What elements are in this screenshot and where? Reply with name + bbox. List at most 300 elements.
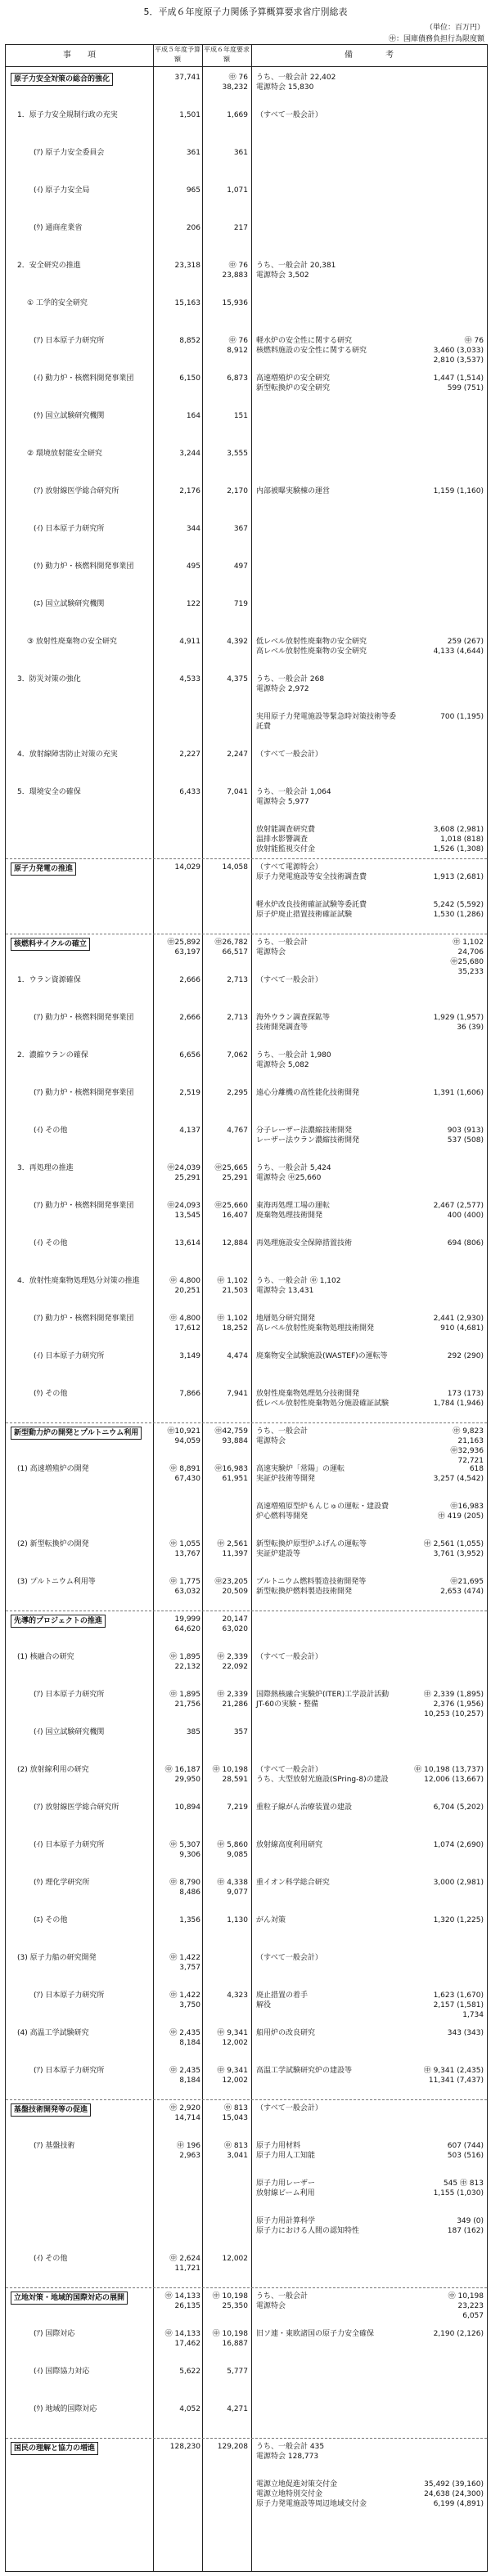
row-label: (ｱ) 原子力安全委員会 xyxy=(34,149,105,157)
row-remarks: 1,929 (1,957) 36 (39) xyxy=(433,1014,484,1032)
row-notes: 電源立地促進対策交付金 電源立地特別交付金 原子力発電施設等周辺地域交付金 xyxy=(256,2480,367,2508)
fy5-value: ㊥ 8,891 67,430 xyxy=(169,1465,200,1483)
unit-note: （単位：百万円） xyxy=(425,24,484,32)
row-notes: 国際熱核融合実験炉(ITER)工学設計活動 JT-60の実験・整備 xyxy=(256,1691,390,1709)
row-remarks: ㊥ 9,341 (2,435) 11,341 (7,437) xyxy=(423,2067,484,2085)
row-remarks xyxy=(407,750,484,777)
fy6-value: ㊥23,205 20,509 xyxy=(214,1578,248,1596)
row-label: 3．防災対策の強化 xyxy=(17,675,81,683)
table-row xyxy=(6,1538,487,1567)
row-remarks: 903 (913) 537 (508) xyxy=(447,1127,484,1145)
row-label: (ｳ) 地域的国際対応 xyxy=(34,2405,97,2413)
row-notes: うち、一般会計 20,381 電源特会 3,502 xyxy=(256,262,336,280)
row-remarks: 607 (744) 503 (516) xyxy=(447,2142,484,2160)
row-remarks: 343 (343) xyxy=(447,2029,484,2037)
row-notes: （すべて一般会計） うち、大型放射光施設(SPring-8)の建設 xyxy=(256,1766,389,1784)
fy5-value: ㊥ 1,055 13,767 xyxy=(169,1540,200,1558)
table-row xyxy=(6,2215,487,2244)
row-label: (ｲ) その他 xyxy=(34,1127,68,1135)
row-remarks xyxy=(407,110,484,138)
table-row xyxy=(6,1086,487,1116)
row-notes: 内部被曝実験棟の運営 xyxy=(256,487,331,495)
row-notes: 船用炉の改良研究 xyxy=(256,2029,316,2037)
fy6-value: 7,062 xyxy=(227,1051,248,1060)
row-notes xyxy=(256,2367,402,2395)
row-label: (2) 新型転換炉の開発 xyxy=(17,1540,89,1548)
table-row xyxy=(6,222,487,251)
table-row xyxy=(6,560,487,589)
table-row xyxy=(6,1651,487,1680)
row-notes: うち、一般会計 ㊥ 1,102 電源特会 13,431 xyxy=(256,1277,341,1295)
row-remarks: ㊥ 2,339 (1,895) 2,376 (1,956) 10,253 (10,257) xyxy=(423,1691,484,1718)
fy5-value: ㊥ 14,133 26,135 xyxy=(164,2292,200,2310)
table-row xyxy=(6,334,487,364)
fy6-value: 4,392 xyxy=(227,638,248,646)
section-row xyxy=(6,2102,487,2131)
row-label: 立地対策・地域的国際対応の展開 xyxy=(11,2292,128,2305)
fy5-value: 19,999 64,620 xyxy=(174,1615,200,1633)
fy6-value: 7,219 xyxy=(227,1803,248,1812)
fy5-value: 4,137 xyxy=(179,1127,200,1135)
header-divider xyxy=(6,66,487,67)
fy5-value: 5,622 xyxy=(179,2368,200,2376)
row-remarks xyxy=(407,449,484,477)
row-label: (ｱ) 日本原子力研究所 xyxy=(34,1991,105,2000)
row-notes: 軽水炉改良技術確証試験等委託費 原子炉廃止措置技術確証試験 xyxy=(256,901,367,919)
fy5-value: ㊥ 196 2,963 xyxy=(176,2142,200,2160)
table-row xyxy=(6,259,487,289)
table-row xyxy=(6,1500,487,1530)
fy5-value: 344 xyxy=(186,525,200,533)
row-notes: 旧ソ連・東欧諸国の原子力安全確保 xyxy=(256,2330,375,2338)
row-remarks: ㊥21,695 2,653 (474) xyxy=(440,1578,484,1596)
row-notes: うち、一般会計 電源特会 xyxy=(256,1427,309,1445)
table-row xyxy=(6,146,487,176)
row-label: (ｱ) 動力炉・核燃料開発事業団 xyxy=(34,1089,134,1097)
row-label: 5．環境安全の確保 xyxy=(17,788,81,796)
fy5-value: 6,150 xyxy=(179,374,200,383)
row-remarks: 173 (173) 1,784 (1,946) xyxy=(433,1390,484,1408)
row-remarks: 3,000 (2,981) xyxy=(433,1879,484,1887)
fy6-value: 2,713 xyxy=(227,976,248,984)
row-remarks xyxy=(407,1953,484,1981)
row-remarks xyxy=(407,1727,484,1755)
section-separator xyxy=(6,2438,487,2439)
fy6-value: 4,375 xyxy=(227,675,248,683)
table-row xyxy=(6,1688,487,1718)
section-separator xyxy=(6,2099,487,2100)
fy6-value: ㊥ 76 8,912 xyxy=(227,337,248,355)
row-label: (ｲ) 原子力安全局 xyxy=(34,186,90,195)
table-row xyxy=(6,1387,487,1417)
row-remarks: 1,391 (1,606) xyxy=(433,1089,484,1097)
row-label: (ｱ) 日本原子力研究所 xyxy=(34,2067,105,2075)
fy5-value: 13,614 xyxy=(174,1239,200,1248)
fy5-value: ㊥ 2,435 8,184 xyxy=(169,2029,200,2047)
row-label: (ｳ) 通商産業省 xyxy=(34,224,83,232)
fy6-value: ㊥25,665 25,291 xyxy=(214,1164,248,1182)
table-row xyxy=(6,1876,487,1906)
fy6-value: 719 xyxy=(233,600,248,608)
row-remarks: 349 (0) 187 (162) xyxy=(447,2217,484,2235)
row-label: 2．安全研究の推進 xyxy=(17,262,81,270)
table-row xyxy=(6,2252,487,2282)
row-remarks: 1,159 (1,160) xyxy=(433,487,484,495)
fy5-value: ㊥ 1,895 22,132 xyxy=(169,1653,200,1671)
fy6-value: 2,713 xyxy=(227,1014,248,1022)
row-remarks xyxy=(407,73,484,101)
row-notes: 再処理施設安全保障措置技術 xyxy=(256,1239,353,1248)
row-notes: （すべて一般会計） xyxy=(256,750,322,759)
row-notes xyxy=(256,562,402,589)
row-notes: 地層処分研究開発 高レベル放射性廃棄物処理技術開発 xyxy=(256,1315,375,1333)
row-label: (3) 原子力船の研究開発 xyxy=(17,1954,97,1962)
table-row xyxy=(6,1839,487,1868)
row-notes xyxy=(256,2254,402,2282)
fy6-value: 357 xyxy=(233,1728,248,1736)
fy5-value: 361 xyxy=(186,149,200,157)
fy5-value: 1,501 xyxy=(179,111,200,119)
header-fy5: 平成５年度予算額 xyxy=(155,46,200,63)
row-notes: うち、一般会計 435 電源特会 128,773 xyxy=(256,2443,325,2461)
row-remarks: 545 ㊥ 813 1,155 (1,030) xyxy=(433,2180,484,2197)
fy6-value: ㊥ 2,561 11,397 xyxy=(217,1540,248,1558)
fy6-value: ㊥ 1,102 21,503 xyxy=(217,1277,248,1295)
table-row xyxy=(6,184,487,213)
fy6-value: 2,170 xyxy=(227,487,248,495)
table-row xyxy=(6,2139,487,2169)
row-remarks xyxy=(407,186,484,213)
legend-note: ㊥：国庫債務負担行為限度額 xyxy=(388,35,484,43)
fy6-value: 4,767 xyxy=(227,1127,248,1135)
row-remarks: 2,441 (2,930) 910 (4,681) xyxy=(433,1315,484,1333)
fy6-value: ㊥ 813 3,041 xyxy=(223,2142,248,2160)
row-label: 基盤技術開発等の促進 xyxy=(11,2103,91,2117)
table-row xyxy=(6,786,487,815)
fy6-value: 6,873 xyxy=(227,374,248,383)
row-notes: （すべて一般会計） xyxy=(256,1954,322,1962)
section-row xyxy=(6,2290,487,2319)
table-row xyxy=(6,1312,487,1342)
row-notes xyxy=(256,1727,402,1755)
row-notes: 重粒子線がん治療装置の建設 xyxy=(256,1803,353,1812)
row-remarks: 694 (806) xyxy=(447,1239,484,1248)
table-row xyxy=(6,297,487,326)
fy6-value: 4,323 xyxy=(227,1991,248,2000)
row-label: (ｱ) 国際対応 xyxy=(34,2330,75,2338)
row-label: 原子力発電の推進 xyxy=(11,862,76,876)
row-label: ③ 放射性廃棄物の安全研究 xyxy=(27,638,117,646)
fy5-value: 14,029 xyxy=(174,863,200,871)
row-label: (1) 核融合の研究 xyxy=(17,1653,74,1661)
row-notes: （すべて一般会計） xyxy=(256,2104,322,2112)
row-remarks: 2,190 (2,126) xyxy=(433,2330,484,2338)
fy6-value: 3,555 xyxy=(227,450,248,458)
fy6-value: 20,147 63,020 xyxy=(222,1615,248,1633)
fy6-value: 1,130 xyxy=(227,1916,248,1924)
row-remarks xyxy=(407,2103,484,2131)
row-notes: 高速増殖炉の安全研究 新型転換炉の安全研究 xyxy=(256,374,331,392)
row-remarks xyxy=(407,1652,484,1680)
row-remarks: 1,447 (1,514) 599 (751) xyxy=(433,374,484,392)
row-label: (ｲ) 国際協力対応 xyxy=(34,2368,90,2376)
section-row xyxy=(6,1425,487,1465)
fy5-value: ㊥ 8,790 8,486 xyxy=(169,1879,200,1897)
row-notes: 高温工学試験研究炉の建設等 xyxy=(256,2067,353,2075)
table-row xyxy=(6,2177,487,2206)
table-row xyxy=(6,823,487,853)
fy6-value: ㊥ 4,338 9,077 xyxy=(217,1879,248,1897)
table-row xyxy=(6,2327,487,2357)
row-remarks xyxy=(407,975,484,1003)
row-label: (ｲ) 日本原子力研究所 xyxy=(34,1352,105,1360)
fy5-value: ㊥ 4,800 17,612 xyxy=(169,1315,200,1333)
row-notes: うち、一般会計 1,064 電源特会 5,977 xyxy=(256,788,331,806)
fy5-value: 8,852 xyxy=(179,337,200,345)
table-row xyxy=(6,598,487,627)
table-row xyxy=(6,372,487,401)
fy6-value: ㊥25,660 16,407 xyxy=(214,1202,248,1220)
row-notes: 低レベル放射性廃棄物の安全研究 高レベル放射性廃棄物の安全研究 xyxy=(256,638,367,656)
fy5-value: 206 xyxy=(186,224,200,232)
fy5-value: 1,356 xyxy=(179,1916,200,1924)
row-notes xyxy=(256,223,402,251)
fy6-value: ㊥ 76 38,232 xyxy=(222,74,248,92)
header-item: 事 項 xyxy=(63,51,96,60)
row-notes: 遠心分離機の高性能化技術開発 xyxy=(256,1089,360,1097)
row-remarks xyxy=(407,599,484,627)
fy6-value: 15,936 xyxy=(222,299,248,307)
row-notes xyxy=(256,411,402,439)
row-label: 原子力安全対策の総合的強化 xyxy=(11,73,113,86)
row-remarks: ㊥ 10,198 23,223 6,057 xyxy=(448,2292,484,2320)
row-remarks: ㊥ 2,561 (1,055) 3,761 (3,952) xyxy=(423,1540,484,1558)
fy6-value: ㊥ 5,860 9,085 xyxy=(217,1841,248,1859)
row-label: (ｳ) 動力炉・核燃料開発事業団 xyxy=(34,562,134,571)
fy5-value: 164 xyxy=(186,412,200,420)
budget-table xyxy=(5,44,488,2572)
fy5-value: 3,149 xyxy=(179,1352,200,1360)
row-notes: うち、一般会計 電源特会 xyxy=(256,939,309,956)
fy6-value: 4,271 xyxy=(227,2405,248,2413)
row-remarks: 259 (267) 4,133 (4,644) xyxy=(433,638,484,656)
row-label: (ｱ) 放射線医学総合研究所 xyxy=(34,487,119,495)
fy6-value: 1,071 xyxy=(227,186,248,195)
row-remarks xyxy=(407,298,484,326)
fy6-value: ㊥ 9,341 12,002 xyxy=(217,2029,248,2047)
row-remarks: 3,608 (2,981) 1,018 (818) 1,526 (1,308) xyxy=(433,826,484,853)
row-label: 1．原子力安全規制行政の充実 xyxy=(17,111,118,119)
fy5-value: 128,230 xyxy=(169,2443,200,2451)
row-notes: 放射線高度利用研究 xyxy=(256,1841,323,1849)
row-notes: 新型転換炉原型炉ふげんの運転等 実証炉建設等 xyxy=(256,1540,367,1558)
table-row xyxy=(6,898,487,928)
row-notes xyxy=(256,148,402,176)
fy5-value: 495 xyxy=(186,562,200,571)
header-fy6: 平成６年度要求額 xyxy=(204,46,250,63)
row-label: (3) プルトニウム利用等 xyxy=(17,1578,96,1586)
row-notes: うち、一般会計 5,424 電源特会 ㊥25,660 xyxy=(256,1164,331,1182)
table-row xyxy=(6,410,487,439)
fy5-value: 2,227 xyxy=(179,750,200,759)
fy5-value: 122 xyxy=(186,600,200,608)
fy5-value: ㊥24,093 13,545 xyxy=(167,1202,200,1220)
fy6-value: ㊥ 10,198 16,887 xyxy=(212,2330,248,2348)
row-notes: 原子力用レーザー 放射線ビーム利用 xyxy=(256,2180,316,2197)
row-notes xyxy=(256,1615,402,1642)
table-row xyxy=(6,1275,487,1304)
fy5-value: 15,163 xyxy=(174,299,200,307)
fy5-value: ㊥ 2,624 11,721 xyxy=(169,2255,200,2273)
fy6-value: 2,295 xyxy=(227,1089,248,1097)
row-notes: 実用原子力発電施設等緊急時対策技術等委託費 xyxy=(256,713,397,731)
page-title: 5．平成６年度原子力関係予算概算要求省庁別総表 xyxy=(143,7,348,17)
table-row xyxy=(6,1162,487,1191)
row-remarks: ㊥ 76 3,460 (3,033) 2,810 (3,537) xyxy=(433,337,484,365)
table-row xyxy=(6,1049,487,1078)
fy5-value: 10,894 xyxy=(174,1803,200,1812)
fy6-value: ㊥16,983 61,951 xyxy=(214,1465,248,1483)
row-remarks xyxy=(407,1615,484,1642)
table-row xyxy=(6,635,487,665)
row-notes: 海外ウラン調査探鉱等 技術開発調査等 xyxy=(256,1014,331,1032)
table-row xyxy=(6,673,487,702)
row-notes: 放射能調査研究費 温排水影響調査 放射能監視交付金 xyxy=(256,826,316,853)
row-notes: 重イオン科学総合研究 xyxy=(256,1879,330,1887)
section-separator xyxy=(6,858,487,859)
fy6-value: ㊥ 10,198 25,350 xyxy=(212,2292,248,2310)
row-remarks xyxy=(407,787,484,815)
row-label: 4．放射性廃棄物処理処分対策の推進 xyxy=(17,1277,140,1285)
fy5-value: 23,318 xyxy=(174,262,200,270)
section-row xyxy=(6,2440,487,2470)
fy6-value: 12,002 xyxy=(222,2255,248,2263)
row-remarks: 35,492 (39,160) 24,638 (24,300) 6,199 (4,891) xyxy=(424,2480,484,2508)
row-remarks: 1,074 (2,690) xyxy=(433,1841,484,1849)
fy5-value: 6,433 xyxy=(179,788,200,796)
row-remarks xyxy=(407,2254,484,2282)
row-notes: 分子レーザー法濃縮技術開発 レーザー法ウラン濃縮技術開発 xyxy=(256,1127,360,1145)
row-label: (2) 放射線利用の研究 xyxy=(17,1766,89,1774)
section-row xyxy=(6,71,487,101)
row-notes: 放射性廃棄物処理処分技術開発 低レベル放射性廃棄物処分施設確証試験 xyxy=(256,1390,390,1408)
row-label: (ｱ) 基盤技術 xyxy=(34,2142,75,2150)
table-row xyxy=(6,1350,487,1379)
row-remarks: 1,913 (2,681) xyxy=(433,873,484,881)
row-remarks xyxy=(407,1276,484,1304)
fy5-value: 2,666 xyxy=(179,976,200,984)
fy6-value: ㊥ 2,339 21,286 xyxy=(217,1691,248,1709)
row-remarks xyxy=(407,2404,484,2432)
row-remarks xyxy=(407,223,484,251)
table-row xyxy=(6,1199,487,1229)
fy6-value: 2,247 xyxy=(227,750,248,759)
fy6-value: ㊥ 2,339 22,092 xyxy=(217,1653,248,1671)
row-remarks: 700 (1,195) xyxy=(440,713,484,721)
row-label: (ｴ) その他 xyxy=(34,1916,68,1924)
row-notes: うち、一般会計 電源特会 xyxy=(256,2292,309,2310)
table-row xyxy=(6,485,487,514)
row-label: 核燃料サイクルの確立 xyxy=(11,938,90,951)
row-notes xyxy=(256,524,402,552)
table-row xyxy=(6,1575,487,1605)
table-row xyxy=(6,1801,487,1830)
row-notes xyxy=(256,298,402,326)
fy6-value: 497 xyxy=(233,562,248,571)
row-remarks xyxy=(407,2367,484,2395)
fy5-value: 385 xyxy=(186,1728,200,1736)
table-row xyxy=(6,447,487,477)
table-row xyxy=(6,109,487,138)
table-row xyxy=(6,2478,487,2507)
row-notes: （すべて一般会計） xyxy=(256,1653,322,1661)
row-label: (ｲ) 国立試験研究機関 xyxy=(34,1728,105,1736)
table-row xyxy=(6,1951,487,1981)
fy5-value: ㊥ 1,775 63,032 xyxy=(169,1578,200,1596)
row-notes xyxy=(256,599,402,627)
row-label: (ｲ) 日本原子力研究所 xyxy=(34,525,105,533)
table-row xyxy=(6,1463,487,1492)
fy5-value: ㊥ 1,422 3,750 xyxy=(169,1991,200,2009)
row-notes: うち、一般会計 1,980 電源特会 5,082 xyxy=(256,1051,331,1069)
row-notes xyxy=(256,449,402,477)
table-row xyxy=(6,2365,487,2395)
table-row xyxy=(6,1237,487,1266)
fy6-value: 12,884 xyxy=(222,1239,248,1248)
row-remarks: ㊥ 9,823 21,163 ㊥32,936 72,721 xyxy=(450,1427,484,1465)
row-label: (ｳ) 国立試験研究機関 xyxy=(34,412,105,420)
fy5-value: 4,911 xyxy=(179,638,200,646)
row-remarks: 292 (290) xyxy=(447,1352,484,1360)
row-label: ② 環境放射能安全研究 xyxy=(27,450,102,458)
fy6-value: 1,669 xyxy=(227,111,248,119)
fy6-value: 14,058 xyxy=(222,863,248,871)
row-remarks: ㊥ 10,198 (13,737) 12,006 (13,667) xyxy=(414,1766,484,1784)
row-notes: （すべて一般会計） xyxy=(256,111,322,119)
fy5-value: 965 xyxy=(186,186,200,195)
fy6-value: ㊥42,759 93,884 xyxy=(214,1427,248,1445)
header-notes: 備 考 xyxy=(345,51,394,60)
fy5-value: 2,666 xyxy=(179,1014,200,1022)
row-label: (ｲ) 日本原子力研究所 xyxy=(34,1841,105,1849)
fy6-value: 129,208 xyxy=(217,2443,248,2451)
table-row xyxy=(6,1726,487,1755)
fy5-value: ㊥ 1,895 21,756 xyxy=(169,1691,200,1709)
fy5-value: 6,656 xyxy=(179,1051,200,1060)
table-row xyxy=(6,1124,487,1154)
row-remarks xyxy=(407,524,484,552)
table-row xyxy=(6,2064,487,2094)
row-label: (ｱ) 放射線医学総合研究所 xyxy=(34,1803,119,1812)
fy6-value: ㊥ 813 15,043 xyxy=(222,2104,248,2122)
row-label: 先導的プロジェクトの推進 xyxy=(11,1615,106,1628)
fy5-value: ㊥10,921 94,059 xyxy=(167,1427,200,1445)
row-remarks xyxy=(407,1163,484,1191)
fy5-value: 4,533 xyxy=(179,675,200,683)
fy5-value: ㊥ 4,800 20,251 xyxy=(169,1277,200,1295)
section-row xyxy=(6,861,487,890)
row-label: (ｲ) 動力炉・核燃料開発事業団 xyxy=(34,374,134,383)
row-label: (ｱ) 日本原子力研究所 xyxy=(34,337,105,345)
row-label: (ｲ) その他 xyxy=(34,2255,68,2263)
fy5-value: ㊥ 2,920 14,714 xyxy=(169,2104,200,2122)
row-label: 新型動力炉の開発とプルトニウム利用 xyxy=(11,1427,142,1440)
row-label: (ｱ) 動力炉・核燃料開発事業団 xyxy=(34,1315,134,1323)
row-remarks xyxy=(407,1051,484,1078)
row-label: (ｱ) 動力炉・核燃料開発事業団 xyxy=(34,1014,134,1022)
row-label: (ｱ) 動力炉・核燃料開発事業団 xyxy=(34,1202,134,1210)
row-remarks: ㊥ 1,102 24,706 ㊥25,680 35,233 xyxy=(450,939,484,976)
